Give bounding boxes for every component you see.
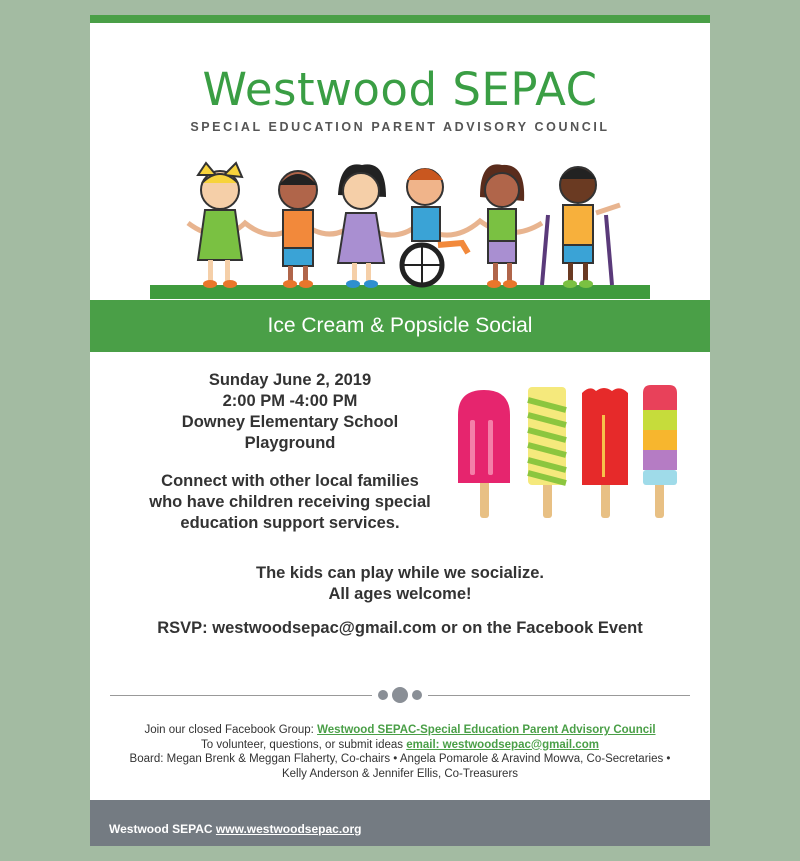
all-ages-line: All ages welcome! [328, 585, 472, 603]
rsvp-line: RSVP: westwoodsepac@gmail.com or on the Facebook Event [157, 619, 643, 637]
event-description-line: who have children receiving special [149, 493, 431, 511]
newsletter-card [90, 15, 710, 846]
red-popsicle-icon [582, 388, 628, 518]
top-stripe [90, 15, 710, 23]
footer-info [90, 723, 710, 781]
kids-message-line: The kids can play while we socialize. [256, 564, 544, 582]
event-description-line: education support services. [180, 514, 400, 532]
board-members-line: Kelly Anderson & Jennifer Ellis, Co-Treasurers [281, 767, 519, 780]
event-details [110, 370, 470, 534]
bottom-bar [90, 800, 710, 846]
striped-popsicle-icon [528, 387, 566, 518]
email-link[interactable]: email: westwoodsepac@gmail.com [406, 738, 599, 751]
pink-popsicle-icon [458, 390, 510, 518]
website-link[interactable]: www.westwoodsepac.org [215, 822, 362, 836]
volunteer-prefix: To volunteer, questions, or submit ideas [201, 738, 407, 751]
org-name: Westwood SEPAC [109, 822, 216, 836]
event-date: Sunday June 2, 2019 [208, 371, 372, 389]
section-divider [110, 687, 690, 703]
children-illustration [150, 135, 650, 300]
board-members-line: Board: Megan Brenk & Meggan Flaherty, Co-chairs • Angela Pomarole & Aravind Mowva, Co-Secretaries • [129, 753, 671, 765]
rainbow-popsicle-icon [643, 385, 677, 518]
logo-subtitle: SPECIAL EDUCATION PARENT ADVISORY COUNCIL [190, 120, 610, 134]
kids-message [90, 563, 710, 605]
facebook-group-prefix: Join our closed Facebook Group: [144, 724, 318, 736]
event-title-banner: Ice Cream & Popsicle Social [90, 300, 710, 352]
sepac-logo [150, 45, 650, 300]
event-description-line: Connect with other local families [161, 472, 419, 490]
event-location: Downey Elementary School [181, 413, 399, 431]
event-time: 2:00 PM -4:00 PM [222, 392, 358, 410]
event-location-detail: Playground [244, 434, 336, 452]
logo-title: Westwood SEPAC [202, 63, 598, 116]
popsicles-illustration [450, 375, 690, 535]
facebook-group-link[interactable]: Westwood SEPAC-Special Education Parent Advisory Council [317, 724, 656, 736]
